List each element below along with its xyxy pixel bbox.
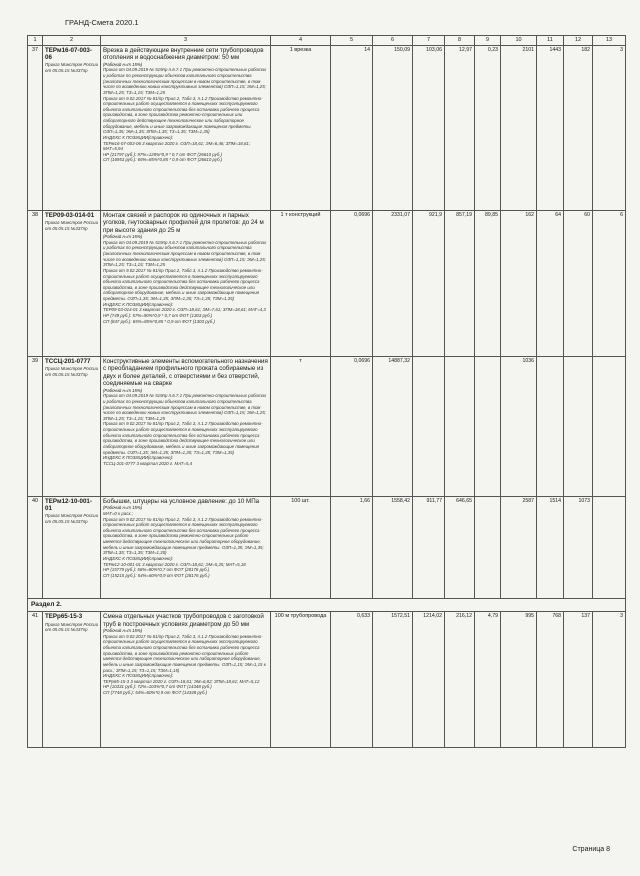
page-number: Страница 8 [572, 846, 610, 853]
cost-c13 [593, 357, 626, 497]
work-subtitle: (Рабочий н=т 15%) [103, 505, 143, 511]
unit-of-measure: 100 шт. [271, 497, 331, 599]
cost-c12: 137 [564, 612, 593, 748]
cost-c12: 60 [564, 211, 593, 357]
cost-c11: 1443 [537, 46, 564, 211]
header-col-8: 8 [445, 36, 475, 46]
header-col-2: 2 [43, 36, 101, 46]
unit-of-measure: 1 врезка [271, 46, 331, 211]
cost-c7: 103,06 [413, 46, 445, 211]
work-note: ТЕРр65-15-3 3 квартал 2020 г. ОЗП=18,61; ЭМ=6,82; ЗПМ=18,61; МАТ=5,12 [103, 678, 260, 684]
work-title: Бобышки, штуцеры на условное давление: до 10 МПа [103, 498, 260, 506]
work-description-cell [101, 612, 271, 748]
row-number: 39 [28, 357, 43, 497]
work-note: НР (21797 руб.): 97%=128%*0,9 * 0,7 от ФОТ (26610 руб.) [103, 151, 223, 157]
cost-c10: 1036 [501, 357, 537, 497]
cost-c13: 3 [593, 46, 626, 211]
cost-c12 [564, 357, 593, 497]
estimate-row [28, 612, 626, 748]
rate-code: ТССЦ-201-0777 [45, 358, 91, 366]
estimate-row [28, 497, 626, 599]
work-subtitle: (Рабочий н=т 15%) [103, 234, 143, 240]
quantity: 0,633 [331, 612, 373, 748]
section-row [28, 599, 626, 612]
unit-of-measure: т [271, 357, 331, 497]
cost-c8: 216,12 [445, 612, 475, 748]
unit-of-measure: 100 м трубопровода [271, 612, 331, 748]
work-note: ТССЦ-201-0777 3 квартал 2020 г. МАТ=5,4 [103, 460, 193, 466]
work-note: СП (16953 руб.): 65%=85%*0,85 * 0,9 от ФОТ (26610 руб.) [103, 157, 223, 163]
work-subtitle: (Рабочий н=т 15%) [103, 387, 143, 393]
rate-code-cell [43, 357, 101, 497]
cost-c6: 150,09 [373, 46, 413, 211]
cost-c8 [445, 357, 475, 497]
work-note: Приказ от 9.02.2017 № 81/пр Прил.2, Табл.3, п.1.2 Производство ремонтно-строительных работ осуществляется в помещениях эксплуатируемого объекта капитального строительства без остановки рабочего процесса производства, в зоне производства ремонтно-строительных или лабораторного действующее технологическое или лабораторное оборудование, мебель и иные загромождающие помещения предметы. ОЗП=1,35; ЭМ=1,35; ЗПМ=1,35; ТЗ=1,35; ТЗМ=1,35) [103, 95, 263, 135]
work-note: Приказ от 04.09.2019 № 519пр п.6.7.1 При ремонтно-строительных работах и работах по реконструкции объектов капитального строительства (аналогичных технологическим процессам в новом строительстве, в том числе по возведению новых конструктивных элементов) ОЗП=1,15; ЭМ=1,25; ЗПМ=1,25; ТЗ=1,15; ТЗМ=1,25 [103, 67, 267, 95]
cost-c7 [413, 357, 445, 497]
work-title: Смена отдельных участков трубопроводов с заготовкой труб в построечных условиях диаметром до 50 мм [103, 613, 264, 628]
work-note: НР (10331 руб.): 72%=103%*0,7 от ФОТ (14348 руб.) [103, 684, 212, 690]
work-note: ТЕР09-03-014-01 3 квартал 2020 г. ОЗП=18,61; ЭМ=7,61; ЗПМ=18,61; МАТ=4,3 [103, 307, 266, 313]
cost-c7: 911,77 [413, 497, 445, 599]
header-col-6: 6 [373, 36, 413, 46]
work-note: Приказ от 04.09.2019 № 519пр п.6.7.1 При ремонтно-строительных работах и работах по реконструкции объектов капитального строительства (аналогичных технологическим процессам в новом строительстве, в том числе по возведению новых конструктивных элементов) ОЗП=1,15; ЭМ=1,25; ЗПМ=1,25; ТЗ=1,15; ТЗМ=1,25 [103, 239, 267, 268]
cost-c12: 182 [564, 46, 593, 211]
header-col-12: 12 [564, 36, 593, 46]
rate-code-cell [43, 46, 101, 211]
cost-c6: 14887,32 [373, 357, 413, 497]
estimate-row [28, 357, 626, 497]
cost-c6: 2331,07 [373, 211, 413, 357]
estimate-row [28, 211, 626, 357]
header-col-9: 9 [475, 36, 501, 46]
work-note: ТЕРм16-07-003-06 3 квартал 2020 г. ОЗП=18,61; ЭМ=6,46; ЗПМ=18,61; МАТ=5,94 [103, 140, 251, 152]
work-subtitle: (Рабочий н=т 15%) [103, 61, 143, 67]
cost-c11: 1514 [537, 497, 564, 599]
rate-code-cell [43, 497, 101, 599]
unit-of-measure: 1 т конструкций [271, 211, 331, 357]
cost-c9 [475, 497, 501, 599]
cost-c9: 4,79 [475, 612, 501, 748]
cost-c11 [537, 357, 564, 497]
work-title: Монтаж связей и распорок из одиночных и парных уголков, гнутосварных профилей для пролетов: до 24 м при высоте здания до 25 м [103, 212, 264, 234]
header-col-11: 11 [537, 36, 564, 46]
work-note: НР (15779 руб.): 56%=80%*0,7 от ФОТ (28176 руб.) [103, 567, 210, 573]
header-col-7: 7 [413, 36, 445, 46]
work-description-cell [101, 46, 271, 211]
rate-code: ТЕРр65-15-3 [45, 613, 83, 621]
cost-c7: 1214,02 [413, 612, 445, 748]
work-note: НР (749 руб.): 57%=90%*0,9 * 0,7 от ФОТ (1303 руб.) [103, 312, 213, 318]
rate-code: ТЕРм16-07-003-06 [45, 47, 92, 62]
cost-c12: 1073 [564, 497, 593, 599]
work-note: Приказ от 9.02.2017 № 81/пр Прил.2, Табл.3, п.1.2 Производство ремонтно-строительных работ осуществляется в помещениях эксплуатируемого объекта капитального строительства без остановки рабочего процесса производства, в зоне производства действующее технологическое или лабораторное оборудование, мебель и иные загромождающие помещения предметы. ОЗП=1,35; ЭМ=1,35; ЗПМ=1,35; ТЗ=1,35; ТЗМ=1,35) [103, 267, 263, 302]
work-title: Конструктивные элементы вспомогательного назначения с преобладанием профильного проката собираемые из двух и более деталей, с отверстиями и без отверстий, соединяемые на сварке [103, 358, 268, 388]
rate-code-cell [43, 211, 101, 357]
cost-c8: 646,65 [445, 497, 475, 599]
estimate-table [27, 35, 626, 748]
work-note: ИНДЕКС К ПОЗИЦИИ(справочно): [103, 673, 174, 679]
work-description-cell [101, 497, 271, 599]
rate-code-note: Приказ Минстроя России от 05.05.15 №337пр [45, 513, 99, 524]
header-col-3: 3 [101, 36, 271, 46]
cost-c6: 1572,51 [373, 612, 413, 748]
cost-c9: 0,23 [475, 46, 501, 211]
rate-code-note: Приказ Минстроя России от 05.05.15 №337пр [45, 621, 99, 633]
app-title: ГРАНД-Смета 2020.1 [65, 18, 139, 27]
row-number: 37 [28, 46, 43, 211]
cost-c10: 162 [501, 211, 537, 357]
work-note: ИНДЕКС К ПОЗИЦИИ(справочно): [103, 555, 174, 561]
work-note: ИНДЕКС К ПОЗИЦИИ(справочно): [103, 455, 174, 461]
work-note: СП (15215 руб.): 54%=60%*0,9 от ФОТ (28176 руб.) [103, 572, 210, 578]
rate-code-note: Приказ Минстроя России от 05.05.15 №337пр [45, 366, 99, 377]
work-note: ТЕРм12-10-001-01 3 квартал 2020 г. ОЗП=18,61; ЭМ=5,25; МАТ=5,18 [103, 561, 246, 567]
cost-c7: 921,9 [413, 211, 445, 357]
cost-c11: 768 [537, 612, 564, 748]
row-number: 41 [28, 612, 43, 748]
cost-c10: 2587 [501, 497, 537, 599]
header-number-row [28, 36, 626, 46]
work-note: Приказ от 9.02.2017 № 81/пр Прил.2, Табл.3, п.1.2 Производство ремонтно-строительных работ осуществляется в помещениях эксплуатируемого объекта капитального строительства без остановки рабочего процесса производства, в зоне производства действующее технологическое или лабораторное оборудование, мебель и иные загромождающие помещения предметы. ОЗП=1,35; ЭМ=1,35; ЗПМ=1,35; ТЗ=1,35; ТЗМ=1,35) [103, 421, 263, 455]
quantity: 1,66 [331, 497, 373, 599]
quantity: 14 [331, 46, 373, 211]
rate-code-note: Приказ Минстроя России от 05.05.15 №337пр [45, 62, 99, 73]
cost-c13 [593, 497, 626, 599]
section-label: Раздел 2. [28, 599, 626, 612]
header-col-1: 1 [28, 36, 43, 46]
header-col-4: 4 [271, 36, 331, 46]
work-note: СП (7748 руб.): 54%=60%*0,9 от ФОТ (14348 руб.) [103, 690, 208, 696]
work-note: Приказ от 9.02.2017 № 81/пр Прил.2, Табл.3, п.1.2 Производство ремонтно-строительных работ осуществляется в помещениях эксплуатируемого объекта капитального строительства без остановки рабочего процесса производства, в зоне производства ремонтно-строительных работ имеется действующее технологическое или лабораторное оборудование, мебель и иные загромождающие помещения предметы. ОЗП=1,15; ЭМ=1,15 к расх.; ЗПМ=1,15; ТЗ=1,15; ТЗМ=1,15) [103, 633, 266, 673]
work-note: СП (847 руб.): 65%=85%*0,85 * 0,9 от ФОТ (1303 руб.) [103, 318, 215, 324]
cost-c13: 3 [593, 612, 626, 748]
work-description-cell [101, 211, 271, 357]
cost-c8: 12,97 [445, 46, 475, 211]
rate-code: ТЕРм12-10-001-01 [45, 498, 92, 513]
work-subtitle: (Рабочий н=т 15%) [103, 628, 143, 634]
header-col-10: 10 [501, 36, 537, 46]
cost-c11: 64 [537, 211, 564, 357]
work-note: МАТ=0 к расх.; [103, 510, 133, 516]
quantity: 0,0696 [331, 357, 373, 497]
work-note: Приказ от 04.09.2019 № 519пр п.6.7.1 При ремонтно-строительных работах и работах по реконструкции объектов капитального строительства (аналогичных технологическим процессам в новом строительстве, в том числе по возведению новых конструктивных элементов) ОЗП=1,15; ЭМ=1,25; ЗПМ=1,25; ТЗ=1,15; ТЗМ=1,25 [103, 393, 267, 421]
work-note: Приказ от 9.02.2017 № 81/пр Прил.2, Табл.3, п.1.2 Производство ремонтно-строительных работ осуществляется в помещениях эксплуатируемого объекта капитального строительства без остановки рабочего процесса производства, в зоне производства ремонтно-строительных работ имеется действующее технологическое или лабораторное оборудование, мебель и иные загромождающие помещения предметы. ОЗП=1,35; ЭМ=1,35; ЗПМ=1,35; ТЗ=1,35; ТЗМ=1,35) [103, 516, 264, 556]
cost-c6: 1558,42 [373, 497, 413, 599]
row-number: 38 [28, 211, 43, 357]
quantity: 0,0696 [331, 211, 373, 357]
cost-c13: 6 [593, 211, 626, 357]
rate-code: ТЕР09-03-014-01 [45, 212, 95, 220]
work-description-cell [101, 357, 271, 497]
header-col-13: 13 [593, 36, 626, 46]
work-title: Врезка в действующие внутренние сети трубопроводов отопления и водоснабжения диаметром: 50 мм [103, 47, 264, 62]
row-number: 40 [28, 497, 43, 599]
header-col-5: 5 [331, 36, 373, 46]
cost-c9: 89,85 [475, 211, 501, 357]
rate-code-cell [43, 612, 101, 748]
cost-c8: 857,19 [445, 211, 475, 357]
work-note: ИНДЕКС К ПОЗИЦИИ(справочно): [103, 301, 174, 307]
work-note: ИНДЕКС К ПОЗИЦИИ(справочно): [103, 134, 174, 140]
cost-c10: 2101 [501, 46, 537, 211]
rate-code-note: Приказ Минстроя России от 05.05.15 №337пр [45, 220, 99, 231]
cost-c10: 995 [501, 612, 537, 748]
estimate-row [28, 46, 626, 211]
cost-c9 [475, 357, 501, 497]
